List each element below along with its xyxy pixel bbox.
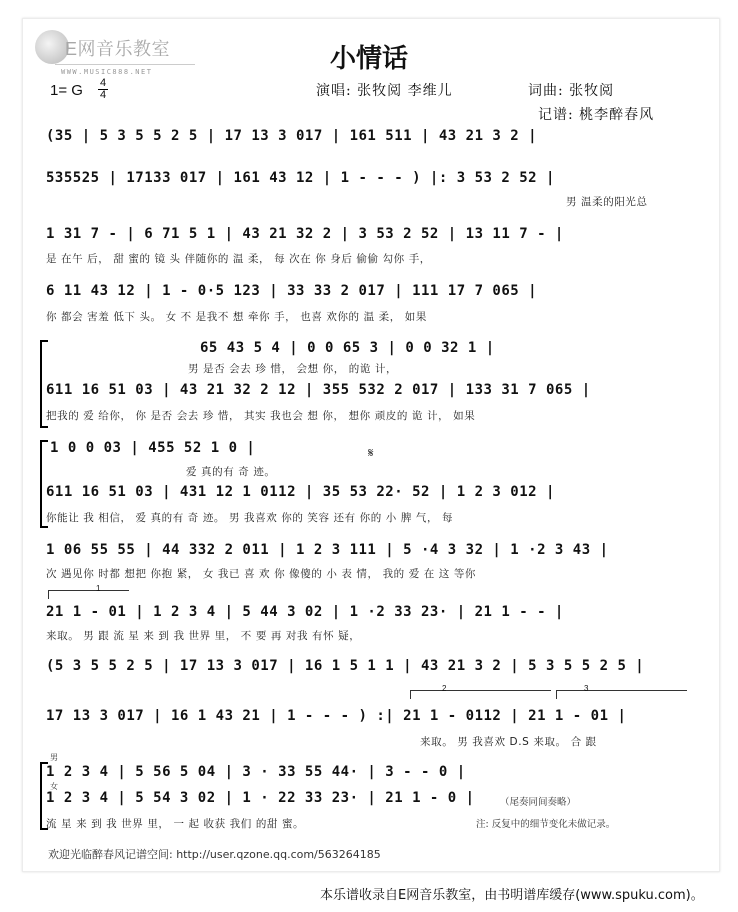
staff-row-1: (35 | 5 3 5 5 2 5 | 17 13 3 017 | 161 511 | 43 21 3 2 | bbox=[46, 128, 538, 144]
lyric-row-3: 是 在午 后， 甜 蜜的 镜 头 伴随你的 温 柔， 每 次在 你 身后 偷偷 勾你 手， bbox=[46, 253, 431, 265]
lyric-row-2: 男 温柔的阳光总 bbox=[566, 196, 648, 208]
volta-number-2: 2 bbox=[442, 684, 447, 693]
repeat-note: 注: 反复中的细节变化未做记录。 bbox=[476, 819, 616, 830]
voice-female-label: 女 bbox=[50, 782, 58, 791]
staff-row-11b: 1 2 3 4 | 5 54 3 02 | 1 · 22 33 23· | 21 1 - 0 | bbox=[46, 790, 475, 806]
staff-row-3: 1 31 7 - | 6 71 5 1 | 43 21 32 2 | 3 53 2 52 | 13 11 7 - | bbox=[46, 226, 564, 242]
staff-row-9: (5 3 5 5 2 5 | 17 13 3 017 | 16 1 5 1 1 | 43 21 3 2 | 5 3 5 5 2 5 | bbox=[46, 658, 645, 674]
credit-transcriber: 记谱: 桃李醉春风 bbox=[538, 107, 655, 123]
staff-row-10: 17 13 3 017 | 16 1 43 21 | 1 - - - ) :| 21 1 - 0112 | 21 1 - 01 | bbox=[46, 708, 627, 724]
segno-sign: 𝄋 bbox=[368, 446, 374, 461]
lyric-row-11: 流 星 来 到 我 世界 里， 一 起 收获 我们 的甜 蜜。 bbox=[46, 818, 305, 830]
volta-number-3: 3 bbox=[584, 684, 589, 693]
staff-row-7: 1 06 55 55 | 44 332 2 011 | 1 2 3 111 | 5 ·4 3 32 | 1 ·2 3 43 | bbox=[46, 542, 609, 558]
staff-row-5a: 65 43 5 4 | 0 0 65 3 | 0 0 32 1 | bbox=[200, 340, 495, 356]
staff-row-4: 6 11 43 12 | 1 - 0·5 123 | 33 33 2 017 | 111 17 7 065 | bbox=[46, 283, 538, 299]
voice-male-label: 男 bbox=[50, 753, 58, 762]
volta-bracket-1 bbox=[48, 590, 129, 599]
lyric-row-5b: 把我的 爱 给你， 你 是否 会去 珍 惜， 其实 我也会 想 你， 想你 顽皮的 诡 计， 如果 bbox=[46, 410, 476, 422]
key-signature: 1= G bbox=[50, 82, 83, 99]
staff-row-5b: 611 16 51 03 | 43 21 32 2 12 | 355 532 2 017 | 133 31 7 065 | bbox=[46, 382, 591, 398]
credit-lyrics-music: 词曲: 张牧阅 bbox=[528, 83, 615, 99]
meter-top: 4 bbox=[99, 77, 107, 89]
staff-row-6b: 611 16 51 03 | 431 12 1 0112 | 35 53 22· 52 | 1 2 3 012 | bbox=[46, 484, 555, 500]
song-title: 小情话 bbox=[329, 44, 408, 74]
staff-row-8: 21 1 - 01 | 1 2 3 4 | 5 44 3 02 | 1 ·2 33 23· | 21 1 - - | bbox=[46, 604, 564, 620]
staff-row-11a: 1 2 3 4 | 5 56 5 04 | 3 · 33 55 44· | 3 - - 0 | bbox=[46, 764, 466, 780]
logo-site: WWW.MUSIC888.NET bbox=[61, 68, 153, 76]
lyric-row-8: 来取。 男 跟 流 星 来 到 我 世界 里， 不 要 再 对我 有怀 疑， bbox=[46, 630, 361, 642]
credit-singers: 演唱: 张牧阅 李维儿 bbox=[316, 83, 453, 99]
volta-number-1: 1 bbox=[96, 584, 101, 593]
volta-bracket-3 bbox=[556, 690, 687, 699]
lyric-row-6a: 爱 真的有 奇 迹。 bbox=[186, 466, 276, 478]
staff-row-2: 535525 | 17133 017 | 161 43 12 | 1 - - - ) |: 3 53 2 52 | bbox=[46, 170, 555, 186]
lyric-row-4: 你 都会 害羞 低下 头。 女 不 是我不 想 牵你 手， 也喜 欢你的 温 柔， 如果 bbox=[46, 311, 427, 323]
volta-bracket-2 bbox=[410, 690, 551, 699]
lyric-row-7: 次 遇见你 时都 想把 你抱 紧， 女 我已 喜 欢 你 像傻的 小 表 情， 我的 爱 在 这 等你 bbox=[46, 568, 477, 580]
logo-name: E网音乐教室 bbox=[65, 39, 171, 59]
lyric-row-6b: 你能让 我 相信， 爱 真的有 奇 迹。 男 我喜欢 你的 笑容 还有 你的 小 脾 气， 每 bbox=[46, 512, 454, 524]
lyric-row-10: 来取。 男 我喜欢 D.S 来取。 合 跟 bbox=[420, 736, 597, 748]
time-signature bbox=[98, 78, 108, 101]
staff-row-6a: 1 0 0 03 | 455 52 1 0 | bbox=[50, 440, 256, 456]
source-credit: 本乐谱收录自E网音乐教室，由书明谱库缓存(www.spuku.com)。 bbox=[320, 888, 704, 903]
visit-link-text: 欢迎光临醉春风记谱空间: http://user.qzone.qq.com/563264185 bbox=[48, 848, 381, 861]
meter-bottom: 4 bbox=[99, 89, 107, 101]
lyric-row-5a: 男 是否 会去 珍 惜， 会想 你， 的诡 计， bbox=[188, 363, 398, 375]
interlude-note: （尾奏同间奏略） bbox=[500, 797, 577, 808]
